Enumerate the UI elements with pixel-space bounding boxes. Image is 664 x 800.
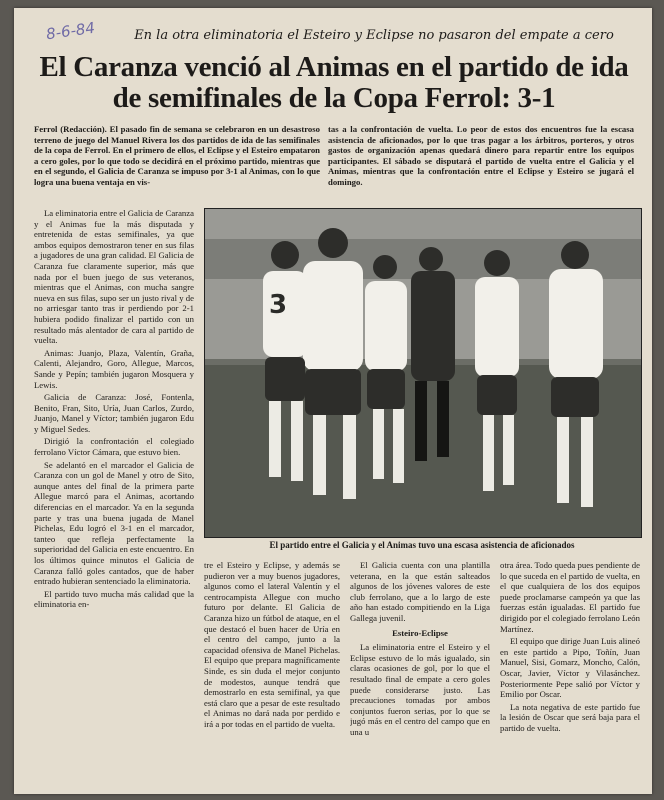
photo-caption: El partido entre el Galicia y el Animas tuvo una escasa asistencia de aficionados	[269, 540, 575, 550]
paragraph: tre el Esteiro y Eclipse, y además se pudieron ver a muy buenos jugadores, algunos como el lateral Valentín y el centrocampista Allegue con mucho futuro por delante. El Galicia de Caranza hizo un fútbol de ataque, en el que destacó el buen hacer de Uría en el centro del campo, junto a la capacidad ofensiva de Manel Pichelas. El equipo que prepara magníficamente Sinde, es sin duda el mejor conjunto de modestos, aunque tendrá que demostrarlo en esta semifinal, ya que está claro que a pesar de este resultado el Animas no dará nada por perdido e irá a por todas en el partido de vuelta.	[204, 560, 340, 729]
paragraph: La nota negativa de este partido fue la lesión de Oscar que será baja para el partido de vuelta.	[500, 701, 640, 733]
kicker: En la otra eliminatoria el Esteiro y Eclipse no pasaron del empate a cero	[134, 28, 614, 43]
newspaper-clipping	[14, 8, 652, 794]
paragraph: Animas: Juanjo, Plaza, Valentín, Graña, Calenti, Alejandro, Goro, Allegue, Marcos, Sande y Pepín; también jugaron Mosquera y Lewis.	[34, 347, 194, 390]
paragraph: El Galicia cuenta con una plantilla veterana, en la que están salteados algunos de los jóvenes valores de este club ferrolano, que a lo largo de este año han estado compitiendo en la Liga Gallega juvenil.	[350, 560, 490, 623]
paragraph: La eliminatoria entre el Esteiro y el Eclipse estuvo de lo más igualado, sin claras ocasiones de gol, por lo que el resultado final de empate a cero goles puede considerarse justo. Las precauciones tomadas por ambos conjuntos fueron serias, por lo que se jugó más en el centro del campo que en una u	[350, 642, 490, 737]
match-photo	[204, 208, 642, 538]
paragraph: El equipo que dirige Juan Luis alineó en este partido a Pipo, Toñín, Juan Manuel, Sisi, Gomarz, Moncho, Calón, Oscar, Javier, Víctor y Vilasánchez. Posteriormente Pepe salió por Víctor y Emilio por Oscar.	[500, 636, 640, 700]
column-3	[350, 560, 490, 788]
handwritten-date: 8-6-84	[44, 18, 97, 44]
column-1	[34, 208, 194, 788]
photo-illustration	[205, 209, 641, 537]
headline: El Caranza venció al Animas en el partido de ida de semifinales de la Copa Ferrol: 3-1	[39, 51, 629, 114]
paragraph: Dirigió la confrontación el colegiado ferrolano Víctor Cámara, que estuvo bien.	[34, 436, 194, 458]
column-4	[500, 560, 640, 788]
paragraph: Se adelantó en el marcador el Galicia de Caranza con un gol de Manel y otro de Sito, aunque antes del final de la primera parte Allegue marcó para el Animas, acortando diferencias en el marcador. Ya en la segunda parte y tras una buena jugada de Manel Pichelas, Edu logró el 3-1 en el marcador, tanteo que refleja perfectamente la superioridad del Galicia en este encuentro. En los últimos quince minutos el Galicia de Caranza falló goles cantados, que de haber entrado hubieran sentenciado la eliminatoria.	[34, 459, 194, 587]
paragraph: La eliminatoria entre el Galicia de Caranza y el Animas fue la más disputada y entretenida de estas semifinales, ya que ambos equipos demostraron tener en sus filas a jugadores de una gran calidad. El Galicia de Caranza fue claramente superior, más que nada por el buen juego de sus veteranos, mientras que el Animas, con mucha sangre nueva en sus filas, supo ser un justo rival y de no arriesgar tanto tras ir perdiendo por 2-1 hubiera podido finalizar el partido con un resultado más alentador de cara al partido de vuelta.	[34, 208, 194, 346]
column-2	[204, 560, 340, 788]
paragraph: Galicia de Caranza: José, Fontenla, Benito, Fran, Sito, Uría, Juan Carlos, Zurdo, Juanjo, Manel y Víctor; también jugaron Edu y Miguel Sedes.	[34, 392, 194, 434]
paragraph: otra área. Todo queda pues pendiente de lo que suceda en el partido de vuelta, en el que cualquiera de los dos equipos puede proclamarse campeón ya que las fuerzas están igualadas. El partido fue dirigido por el colegiado ferrolano León Martínez.	[500, 560, 640, 634]
lead-paragraph-right: tas a la confrontación de vuelta. Lo peor de estos dos encuentros fue la escasa asistencia de aficionados, por lo que tras pagar a los árbitros, porteros, y otros gastos de organización apenas quedará dinero para repartir entre los equipos participantes. El sábado se disputará el partido de vuelta entre el Galicia y el Animas, mientras que la confrontación entre el Eclipse y Esteiro se jugará el domingo.	[328, 124, 634, 187]
jersey-number: 3	[269, 290, 288, 320]
lead-paragraph-left: Ferrol (Redacción). El pasado fin de semana se celebraron en un desastroso terreno de juego del Manuel Rivera los dos partidos de ida de las semifinales de la copa de Ferrol. En el primero de ellos, el Eclipse y el Esteiro empataron a cero goles, por lo que todo se decidirá en el próximo partido, mientras que en el segundo, el Galicia de Caranza se impuso por 3-1 al Animas, con lo que logra una buena ventaja en vis-	[34, 124, 320, 187]
subheading: Esteiro-Eclipse	[392, 627, 448, 638]
paragraph: El partido tuvo mucha más calidad que la eliminatoria en-	[34, 588, 194, 610]
